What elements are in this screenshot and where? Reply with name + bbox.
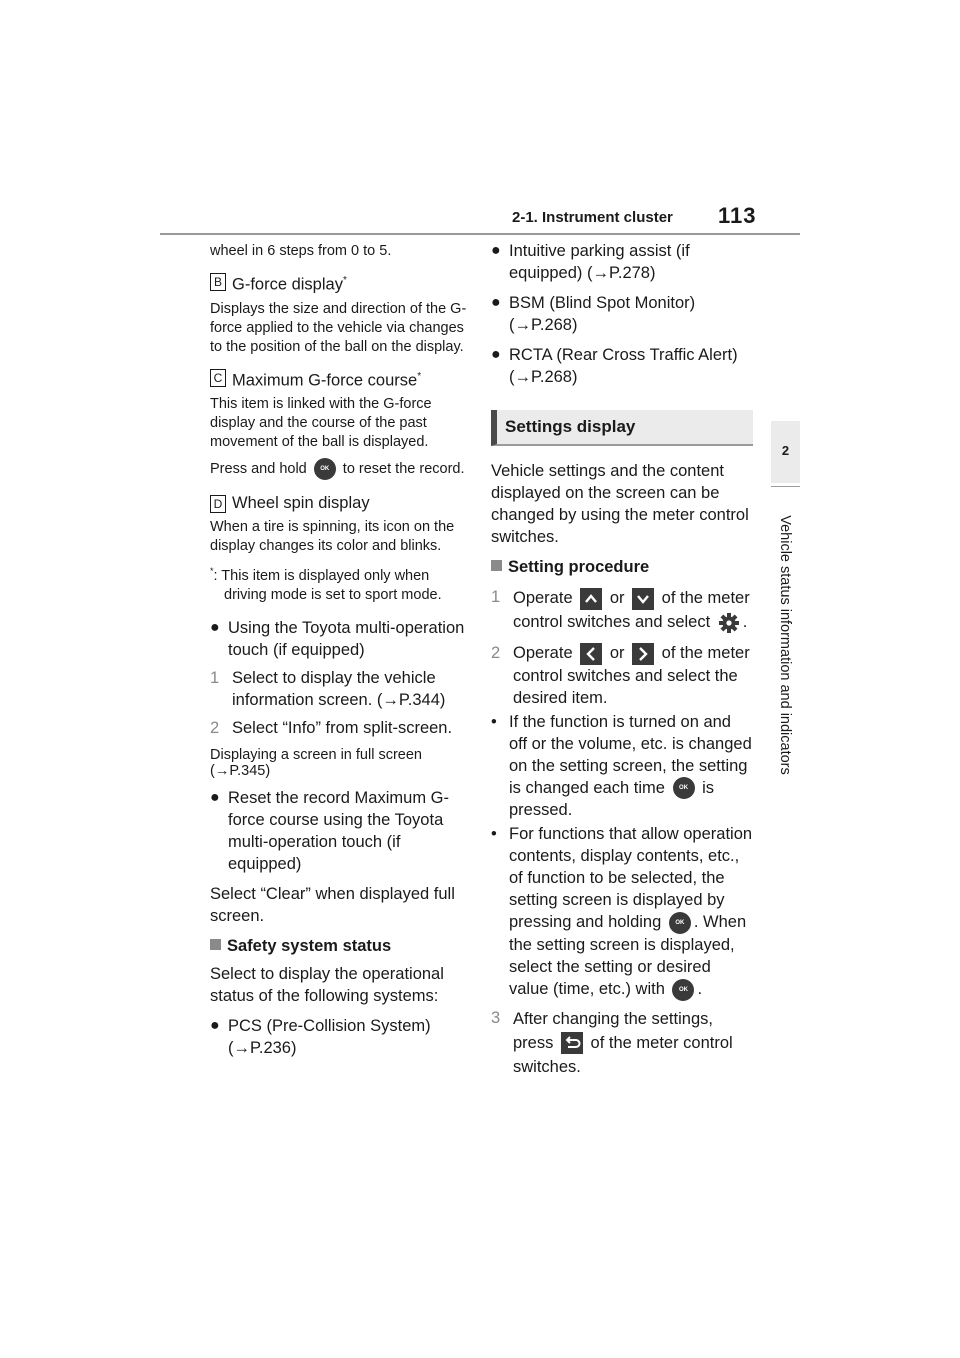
bullet-dot: ● <box>491 294 501 311</box>
period: . <box>697 979 703 998</box>
sub-bullet-hold-b: . When the setting screen is displayed, select the setting or desired value (time, etc.) with <box>509 913 747 998</box>
step-2-number: 2 <box>210 718 220 737</box>
operate-label: Operate <box>513 644 573 662</box>
item-c-heading <box>210 366 472 392</box>
back-icon <box>561 1032 583 1054</box>
ok-button-icon: OK <box>669 912 691 934</box>
sub-bullet-dot: • <box>491 712 497 731</box>
bullet-ipa <box>491 240 753 284</box>
letter-c-box: C <box>210 369 226 387</box>
square-bullet-icon <box>491 560 502 571</box>
bullet-pcs <box>210 1015 472 1059</box>
step-1-number: 1 <box>210 668 220 687</box>
chevron-left-icon <box>580 643 602 665</box>
chapter-title: Vehicle status information and indicators <box>777 515 793 775</box>
bullet-dot: ● <box>491 242 501 259</box>
setting-step-3-text <box>513 1007 753 1079</box>
bullet-ipa-text: Intuitive parking assist (if equipped) (→P.278) <box>509 242 690 282</box>
sub-bullet-toggle-text <box>509 711 753 822</box>
setting-step-2-tail: of the meter control switches and select the desired item. <box>513 644 750 707</box>
item-c-title: Maximum G-force course <box>232 371 418 389</box>
bullet-pcs-text: PCS (Pre-Collision System) (→P.236) <box>228 1016 431 1057</box>
operate-label: Operate <box>513 589 573 607</box>
item-b-desc: Displays the size and direction of the G-force applied to the vehicle via changes to the position of the ball on the display. <box>210 300 467 355</box>
left-column <box>210 240 472 1059</box>
right-column <box>491 240 753 1079</box>
item-b-heading <box>210 270 472 296</box>
setting-step-1-tail: of the meter control switches and select <box>513 589 750 631</box>
bullet-multi-operation <box>210 617 472 661</box>
item-b-title: G-force display <box>232 275 343 294</box>
item-d-desc: When a tire is spinning, its icon on the display changes its color and blinks. <box>210 519 455 554</box>
sub-bullet-toggle <box>491 711 753 822</box>
or-label: or <box>609 589 625 607</box>
footnote-asterisk: * <box>210 566 214 576</box>
chevron-right-icon <box>632 643 654 665</box>
setting-step-3-number: 3 <box>491 1008 501 1027</box>
setting-step-2-number: 2 <box>491 644 501 662</box>
step-1-text: Select to display the vehicle information screen. (→P.344) <box>232 668 446 709</box>
bullet-reset-record <box>210 787 472 875</box>
letter-b-box: B <box>210 273 226 291</box>
footnote <box>210 562 472 605</box>
square-bullet-icon <box>210 939 221 950</box>
setting-step-3 <box>491 1007 753 1079</box>
safety-heading-text: Safety system status <box>227 936 392 955</box>
bullet-bsm-text: BSM (Blind Spot Monitor) (→P.268) <box>509 294 696 334</box>
bullet-dot: ● <box>210 788 220 806</box>
fullscreen-note: Displaying a screen in full screen (→P.345) <box>210 746 422 779</box>
press-hold-text: Press and hold <box>210 460 307 477</box>
ok-button-icon: OK <box>314 458 336 480</box>
settings-desc: Vehicle settings and the content displayed on the screen can be changed by using the meter control switches. <box>491 462 749 546</box>
safety-desc: Select to display the operational status of the following systems: <box>210 964 444 1005</box>
setting-step-1 <box>491 586 753 634</box>
reset-record-tail: to reset the record. <box>342 460 465 477</box>
bullet-dot: ● <box>210 1016 220 1034</box>
setting-step-3-b: of the meter control switches. <box>513 1033 733 1076</box>
bullet-multi-text: Using the Toyota multi-operation touch (if equipped) <box>228 618 465 659</box>
procedure-heading <box>491 556 753 578</box>
header-rule <box>160 233 800 235</box>
footnote-text: : This item is displayed only when driving mode is set to sport mode. <box>213 567 442 603</box>
procedure-heading-text: Setting procedure <box>508 558 650 576</box>
gear-icon <box>718 612 740 634</box>
bullet-dot: ● <box>491 346 501 363</box>
ok-button-icon: OK <box>673 777 695 799</box>
sub-bullet-hold-a: For functions that allow operation contents, display contents, etc., of function to be selected, the setting screen is displayed by pressing and holding <box>509 825 753 932</box>
step-2 <box>210 717 472 739</box>
bullet-rcta-text: RCTA (Rear Cross Traffic Alert) (→P.268) <box>509 346 738 386</box>
item-d-heading <box>210 492 472 514</box>
sub-bullet-hold-text <box>509 823 753 1000</box>
chevron-down-icon <box>632 588 654 610</box>
sub-bullet-toggle-b: is pressed. <box>509 778 715 820</box>
setting-step-1-number: 1 <box>491 588 501 606</box>
intro-text: wheel in 6 steps from 0 to 5. <box>210 243 392 259</box>
period: . <box>742 613 748 631</box>
step-2-text: Select “Info” from split-screen. <box>232 718 453 737</box>
item-d-title: Wheel spin display <box>232 494 370 512</box>
select-clear-text: Select “Clear” when displayed full screen. <box>210 884 455 925</box>
chevron-up-icon <box>580 588 602 610</box>
setting-step-3-a: After changing the settings, press <box>513 1009 713 1052</box>
page-number: 113 <box>718 203 757 228</box>
bullet-dot: ● <box>210 618 220 636</box>
item-b-asterisk: * <box>342 275 347 286</box>
or-label: or <box>609 644 625 662</box>
sub-bullet-toggle-a: If the function is turned on and off or the volume, etc. is changed on the setting screen, the setting is changed each time <box>509 712 752 797</box>
ok-button-icon: OK <box>672 979 694 1001</box>
setting-step-1-text <box>513 586 753 634</box>
reset-record-text <box>210 458 472 480</box>
settings-display-heading: Settings display <box>491 410 753 446</box>
chapter-number: 2 <box>781 443 790 458</box>
sub-bullet-hold <box>491 823 753 1000</box>
safety-heading <box>210 935 472 957</box>
item-c-asterisk: * <box>417 370 422 382</box>
step-1 <box>210 667 472 711</box>
bullet-bsm <box>491 292 753 336</box>
sub-bullet-dot: • <box>491 825 497 844</box>
bullet-reset-text: Reset the record Maximum G-force course using the Toyota multi-operation touch (if equipped) <box>228 788 449 873</box>
setting-step-2-text <box>513 642 753 709</box>
header-title: 2-1. Instrument cluster <box>512 209 673 226</box>
item-c-desc: This item is linked with the G-force display and the course of the past movement of the ball is displayed. <box>210 396 432 450</box>
letter-d-box: D <box>210 495 226 513</box>
setting-step-2 <box>491 642 753 709</box>
chapter-tab-rule <box>771 486 800 487</box>
bullet-rcta <box>491 344 753 388</box>
